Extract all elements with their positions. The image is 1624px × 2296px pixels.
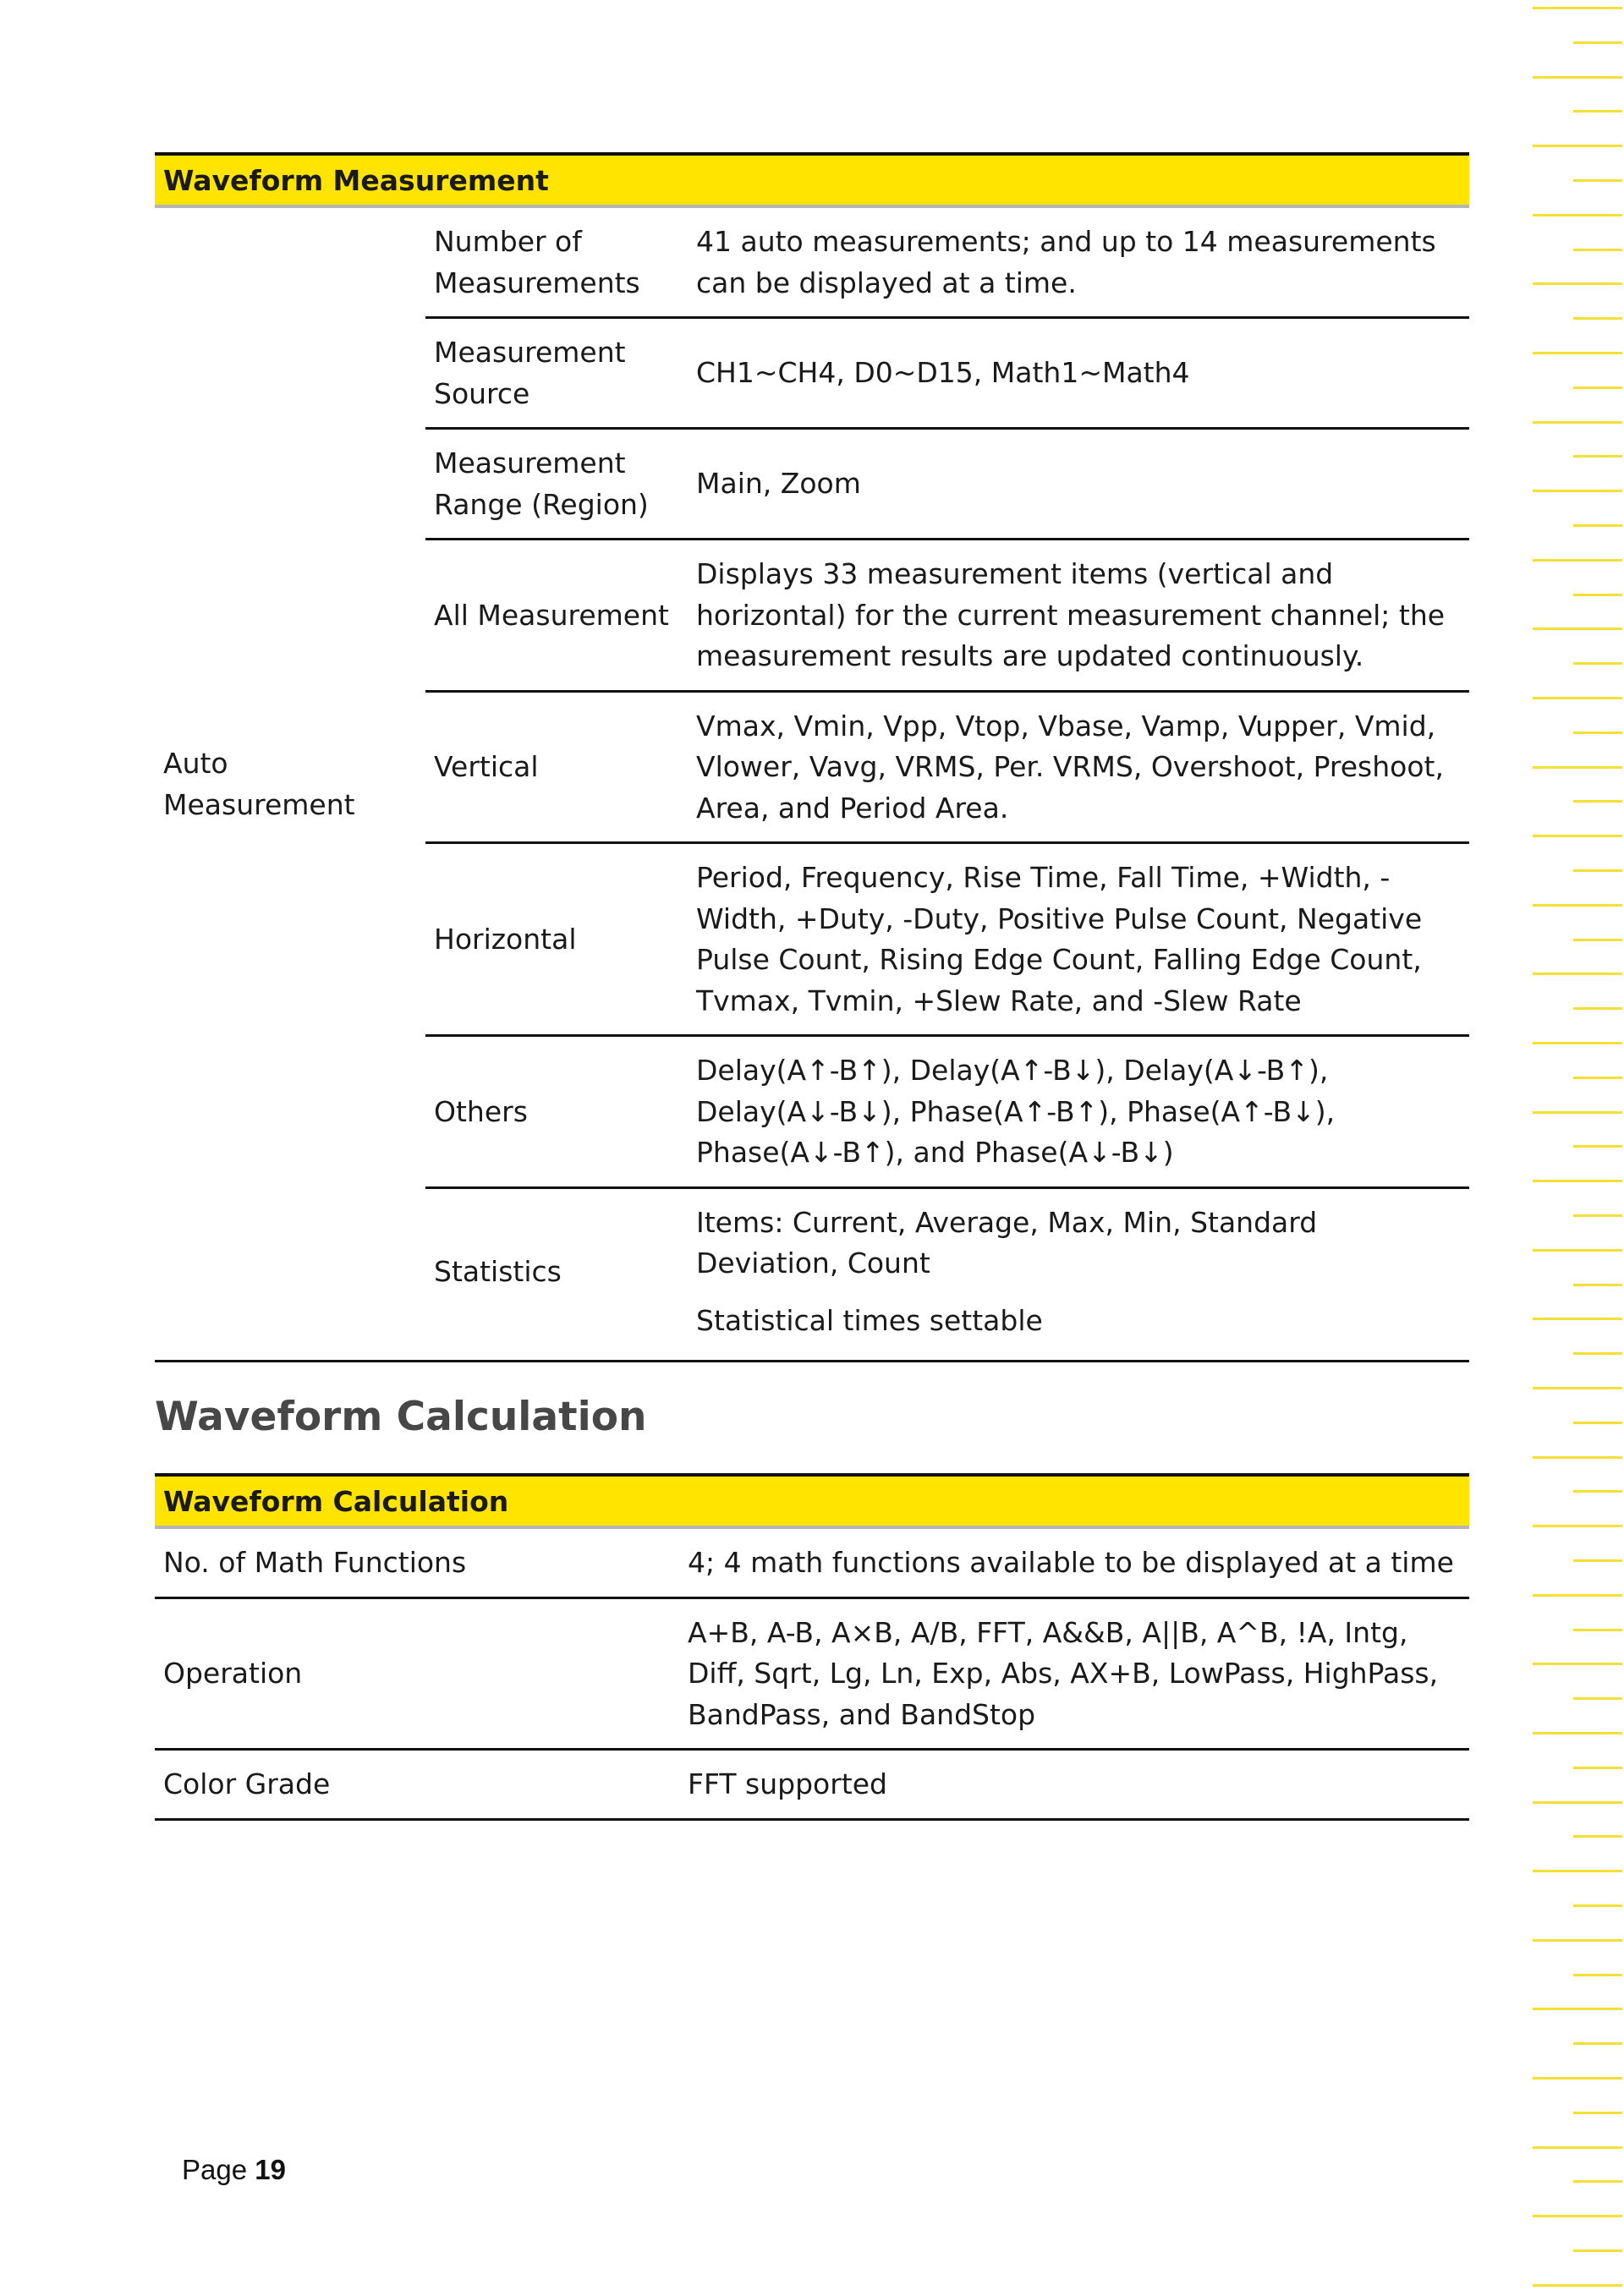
row-value: 41 auto measurements; and up to 14 measurements can be displayed at a time.	[688, 206, 1469, 318]
row-value: Main, Zoom	[688, 429, 1469, 540]
row-value: Displays 33 measurement items (vertical and horizontal) for the current measurement channel; the measurement results are updated continuously.	[688, 540, 1469, 692]
row-value: 4; 4 math functions available to be displayed at a time	[679, 1527, 1469, 1597]
margin-line	[1573, 1214, 1622, 1217]
page-label: Page	[182, 2154, 248, 2185]
table-row	[155, 1750, 1469, 1820]
margin-line	[1533, 1180, 1622, 1182]
group-label: Auto Measurement	[155, 206, 425, 1362]
margin-line	[1573, 1629, 1622, 1631]
row-value-line: Items: Current, Average, Max, Min, Standard Deviation, Count	[696, 1205, 1318, 1280]
margin-line	[1573, 2180, 1622, 2183]
row-value: Vmax, Vmin, Vpp, Vtop, Vbase, Vamp, Vupper, Vmid, Vlower, Vavg, VRMS, Per. VRMS, Overshoot, Preshoot, Area, and Period Area.	[688, 691, 1469, 843]
margin-line	[1533, 1594, 1622, 1597]
margin-line	[1533, 145, 1622, 147]
margin-line	[1533, 1042, 1622, 1044]
margin-line	[1573, 386, 1622, 389]
margin-line	[1533, 2077, 1622, 2080]
margin-line	[1573, 317, 1622, 320]
margin-line	[1533, 1525, 1622, 1527]
margin-line	[1573, 2112, 1622, 2114]
margin-line	[1533, 2284, 1622, 2287]
row-value: Period, Frequency, Rise Time, Fall Time, +Width, -Width, +Duty, -Duty, Positive Pulse Count, Negative Pulse Count, Rising Edge Count, Falling Edge Count, Tvmax, Tvmin, +Slew Rate, and -Slew Rate	[688, 843, 1469, 1036]
margin-line	[1533, 835, 1622, 837]
row-label: Statistics	[425, 1187, 688, 1362]
table-row	[155, 1527, 1469, 1597]
row-label: Vertical	[425, 691, 688, 843]
margin-line	[1533, 1456, 1622, 1459]
margin-line	[1533, 214, 1622, 216]
row-value-line: Statistical times settable	[696, 1303, 1043, 1337]
row-label: Others	[425, 1036, 688, 1188]
margin-line	[1533, 1732, 1622, 1734]
margin-line	[1533, 1939, 1622, 1942]
margin-line	[1573, 662, 1622, 665]
margin-line	[1573, 2042, 1622, 2045]
row-label: Horizontal	[425, 843, 688, 1036]
row-value	[688, 1187, 1469, 1362]
margin-line	[1573, 732, 1622, 734]
margin-line	[1573, 939, 1622, 941]
table-header: Waveform Measurement	[155, 154, 1469, 206]
page-content	[155, 152, 1469, 1821]
margin-line	[1533, 2146, 1622, 2149]
row-value: CH1~CH4, D0~D15, Math1~Math4	[688, 318, 1469, 429]
margin-line	[1573, 455, 1622, 458]
margin-line	[1573, 1352, 1622, 1355]
margin-line	[1533, 282, 1622, 285]
margin-line	[1573, 1904, 1622, 1907]
margin-line	[1573, 1007, 1622, 1010]
margin-line	[1533, 76, 1622, 79]
margin-line	[1573, 1145, 1622, 1148]
margin-line	[1533, 1870, 1622, 1872]
margin-decoration	[1531, 0, 1624, 2296]
margin-line	[1533, 352, 1622, 354]
row-label: Number of Measurements	[425, 206, 688, 318]
page-number: 19	[255, 2154, 286, 2185]
margin-line	[1573, 800, 1622, 803]
margin-line	[1573, 179, 1622, 182]
margin-line	[1573, 1767, 1622, 1769]
page-footer	[182, 2154, 286, 2186]
margin-line	[1533, 2215, 1622, 2217]
margin-line	[1533, 697, 1622, 699]
row-value: Delay(A↑-B↑), Delay(A↑-B↓), Delay(A↓-B↑), Delay(A↓-B↓), Phase(A↑-B↑), Phase(A↑-B↓), Phase(A↓-B↑), and Phase(A↓-B↓)	[688, 1036, 1469, 1188]
section-title: Waveform Calculation	[155, 1394, 647, 1440]
margin-line	[1573, 594, 1622, 596]
waveform-calculation-table	[155, 1473, 1469, 1821]
margin-line	[1533, 490, 1622, 492]
row-label: Measurement Source	[425, 318, 688, 429]
margin-line	[1573, 869, 1622, 872]
row-label: All Measurement	[425, 540, 688, 692]
margin-line	[1573, 41, 1622, 44]
margin-line	[1533, 973, 1622, 975]
margin-line	[1533, 1387, 1622, 1389]
margin-line	[1533, 1318, 1622, 1320]
margin-line	[1533, 2008, 1622, 2010]
margin-line	[1533, 7, 1622, 9]
margin-line	[1573, 2249, 1622, 2252]
margin-line	[1533, 1801, 1622, 1804]
margin-line	[1533, 904, 1622, 907]
margin-line	[1573, 1422, 1622, 1424]
table-row	[155, 1597, 1469, 1750]
margin-line	[1573, 1284, 1622, 1286]
row-label: No. of Math Functions	[155, 1527, 679, 1597]
row-label: Color Grade	[155, 1750, 679, 1820]
table-row	[155, 206, 1469, 318]
margin-line	[1573, 1077, 1622, 1079]
row-value: FFT supported	[679, 1750, 1469, 1820]
row-label: Operation	[155, 1597, 679, 1750]
margin-line	[1573, 1835, 1622, 1838]
margin-line	[1573, 249, 1622, 251]
margin-line	[1573, 1490, 1622, 1493]
table-header: Waveform Calculation	[155, 1475, 1469, 1527]
row-label: Measurement Range (Region)	[425, 429, 688, 540]
margin-line	[1573, 524, 1622, 527]
waveform-measurement-table	[155, 152, 1469, 1362]
margin-line	[1573, 1559, 1622, 1562]
margin-line	[1533, 1111, 1622, 1114]
margin-line	[1533, 421, 1622, 424]
margin-line	[1533, 766, 1622, 769]
margin-line	[1573, 1697, 1622, 1700]
margin-line	[1533, 1249, 1622, 1252]
margin-line	[1573, 1974, 1622, 1976]
margin-line	[1533, 627, 1622, 630]
margin-line	[1573, 110, 1622, 112]
margin-line	[1533, 559, 1622, 562]
row-value: A+B, A-B, A×B, A/B, FFT, A&&B, A||B, A^B, !A, Intg, Diff, Sqrt, Lg, Ln, Exp, Abs, AX+B, LowPass, HighPass, BandPass, and BandStop	[679, 1597, 1469, 1750]
margin-line	[1533, 1663, 1622, 1665]
